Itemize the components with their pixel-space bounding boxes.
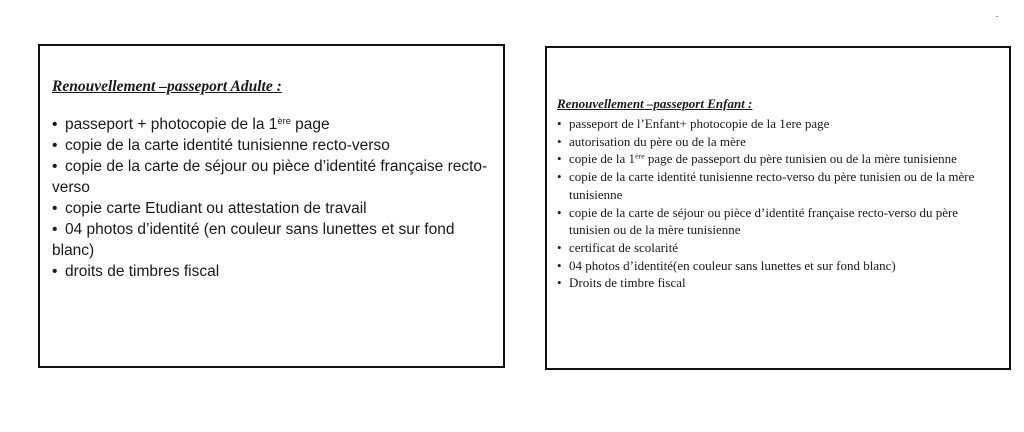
list-item: • passeport + photocopie de la 1ère page: [52, 115, 330, 133]
list-item: • autorisation du père ou de la mère: [557, 133, 746, 149]
bullet-icon: •: [557, 239, 562, 255]
list-item: • 04 photos d’identité(en couleur sans lunettes et sur fond blanc): [557, 257, 896, 273]
list-item: • Droits de timbre fiscal: [557, 275, 686, 291]
bullet-icon: •: [557, 133, 562, 149]
scan-mark: [996, 16, 998, 17]
bullet-icon: •: [52, 263, 58, 280]
child-passport-card: [545, 46, 1011, 370]
list-item: • copie de la carte de séjour ou pièce d’identité française recto-verso du père tunisien ou de la mère tunisienne: [557, 204, 959, 238]
bullet-icon: •: [52, 137, 58, 154]
list-item: • copie carte Etudiant ou attestation de travail: [52, 200, 367, 217]
list-item: • 04 photos d’identité (en couleur sans lunettes et sur fond blanc): [52, 221, 455, 259]
bullet-icon: •: [52, 158, 58, 175]
list-item: • passeport de l’Enfant+ photocopie de la 1ere page: [557, 116, 830, 131]
list-item: • copie de la carte identité tunisienne recto-verso du père tunisien ou de la mère tunisienne: [557, 169, 975, 202]
list-item: • copie de la carte de séjour ou pièce d’identité française recto-verso: [52, 158, 488, 196]
list-item: • copie de la carte identité tunisienne recto-verso: [52, 137, 390, 154]
bullet-icon: •: [557, 275, 562, 291]
bullet-icon: •: [52, 221, 58, 238]
list-item: • certificat de scolarité: [557, 239, 678, 255]
list-item: • droits de timbres fiscal: [52, 263, 220, 280]
bullet-icon: •: [52, 200, 58, 217]
child-requirements-list: [557, 115, 999, 292]
bullet-icon: •: [557, 169, 562, 185]
bullet-icon: •: [557, 116, 562, 131]
bullet-icon: •: [557, 151, 562, 167]
list-item: • copie de la 1ère page de passeport du père tunisien ou de la mère tunisienne: [557, 151, 957, 167]
adult-requirements-list: [52, 114, 489, 282]
child-card-title: Renouvellement –passeport Enfant :: [557, 96, 753, 111]
adult-card-title: Renouvellement –passeport Adulte :: [52, 78, 282, 95]
adult-passport-card: [38, 44, 505, 368]
bullet-icon: •: [557, 204, 562, 220]
bullet-icon: •: [52, 116, 58, 133]
bullet-icon: •: [557, 257, 562, 273]
